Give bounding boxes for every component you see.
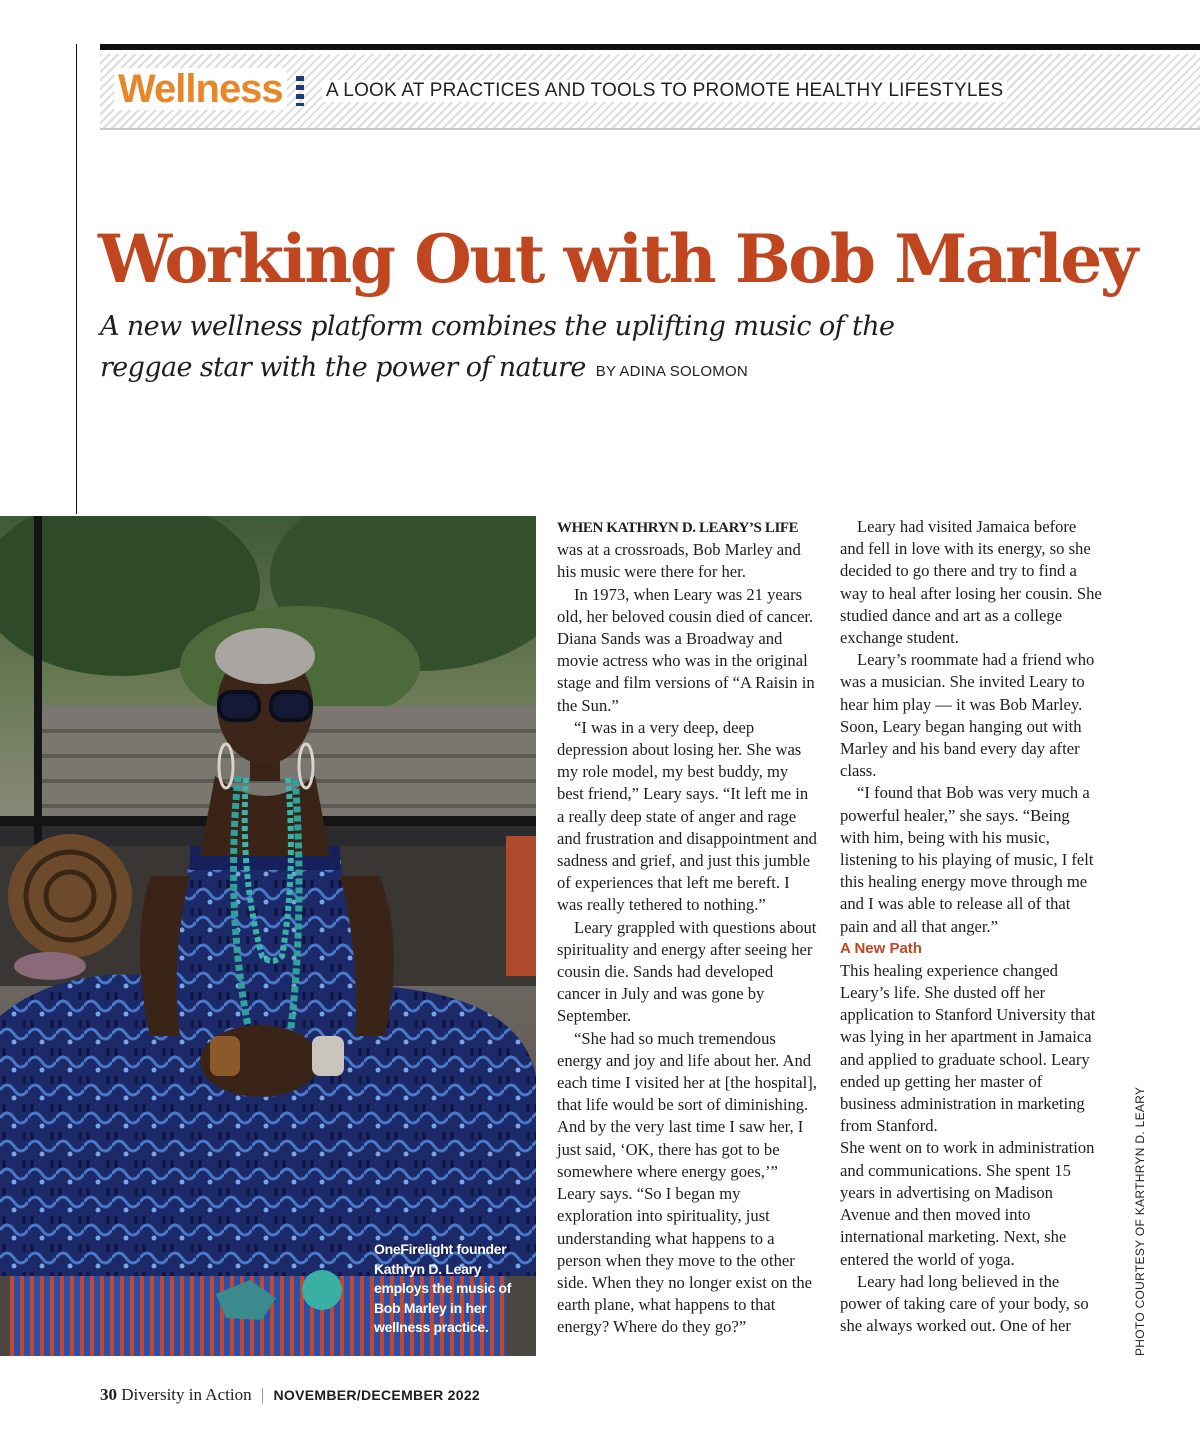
section-tagline: A LOOK AT PRACTICES AND TOOLS TO PROMOTE HEALTHY LIFESTYLES: [322, 80, 1007, 102]
top-rule: [100, 44, 1200, 50]
section-divider-dots: [296, 76, 304, 106]
article-photo: [0, 516, 536, 1356]
page-footer: [100, 1384, 480, 1406]
paragraph: “I found that Bob was very much a powerful healer,” she says. “Being with him, being with his music, listening to his playing of music, I felt this healing energy move through me and I was able to release all of that pain and all that anger.”: [840, 783, 1094, 936]
section-header: [100, 54, 1200, 130]
article-column-1: [557, 516, 819, 1339]
paragraph: Leary’s roommate had a friend who was a musician. She invited Leary to hear him play — it was Bob Marley. Soon, Leary began hanging out with Marley and his band every day after class.: [840, 650, 1095, 781]
photo-illustration: [0, 516, 536, 1356]
photo-caption: OneFirelight founder Kathryn D. Leary employs the music of Bob Marley in her wellness practice.: [374, 1241, 512, 1335]
paragraph: [557, 516, 819, 584]
paragraph: In 1973, when Leary was 21 years old, her beloved cousin died of cancer. Diana Sands was a Broadway and movie actress who was in the original stage and film versions of “A Raisin in the Sun.”: [557, 584, 815, 715]
byline: BY ADINA SOLOMON: [595, 363, 748, 380]
paragraph: Leary grappled with questions about spirituality and energy after seeing her cousin die. Sands had developed cancer in July and was gone by September.: [557, 917, 817, 1026]
section-subhead: A New Path: [840, 939, 922, 957]
publication-name: Diversity in Action: [121, 1385, 252, 1404]
paragraph: This healing experience changed Leary’s life. She dusted off her application to Stanford University that was lying in her apartment in Jamaica and applied to graduate school. Leary ended up getting her master of business administration in marketing from Stanford.: [840, 960, 1096, 1136]
page-number: 30: [100, 1385, 117, 1404]
lead-in: WHEN KATHRYN D. LEARY’S LIFE: [557, 520, 799, 536]
dek-line-1: A new wellness platform combines the uplifting music of the: [100, 311, 895, 342]
footer-separator: |: [260, 1385, 265, 1404]
article-column-2: [840, 516, 1102, 1337]
paragraph-text: was at a crossroads, Bob Marley and his music were there for her.: [557, 540, 801, 582]
section-name: Wellness: [114, 68, 287, 110]
paragraph: Leary had long believed in the power of taking care of your body, so she always worked out. One of her: [840, 1271, 1089, 1336]
article-dek: [100, 306, 1000, 392]
issue-date: NOVEMBER/DECEMBER 2022: [273, 1387, 481, 1403]
dek-line-2-text: reggae star with the power of nature: [100, 352, 586, 383]
paragraph: “She had so much tremendous energy and joy and life about her. And each time I visited her at [the hospital], that life would be sort of diminishing. And by the very last time I saw her, I just said, ‘OK, there has got to be somewhere where energy goes,’” Leary says. “So I began my exploration into spirituality, just understanding what happens to a person when they move to the other side. When they no longer exist on the earth plane, what happens to that energy? Where do they go?”: [557, 1028, 817, 1337]
photo-credit: PHOTO COURTESY OF KARTHRYN D. LEARY: [1133, 1086, 1147, 1356]
paragraph: Leary had visited Jamaica before and fell in love with its energy, so she decided to go there and try to find a way to heal after losing her cousin. She studied dance and art as a college exchange student.: [840, 517, 1102, 648]
paragraph: “I was in a very deep, deep depression about losing her. She was my role model, my best buddy, my best friend,” Leary says. “It left me in a really deep state of anger and rage and frustration and disappointment and sadness and grief, and just this jumble of experiences that left me bereft. I was really tethered to nothing.”: [557, 717, 817, 915]
article-headline: Working Out with Bob Marley: [98, 220, 1136, 298]
vertical-rule: [76, 44, 77, 514]
dek-line-2: [100, 347, 1000, 392]
paragraph: She went on to work in administration and communications. She spent 15 years in advertising on Madison Avenue and then moved into international marketing. Next, she entered the world of yoga.: [840, 1138, 1095, 1269]
